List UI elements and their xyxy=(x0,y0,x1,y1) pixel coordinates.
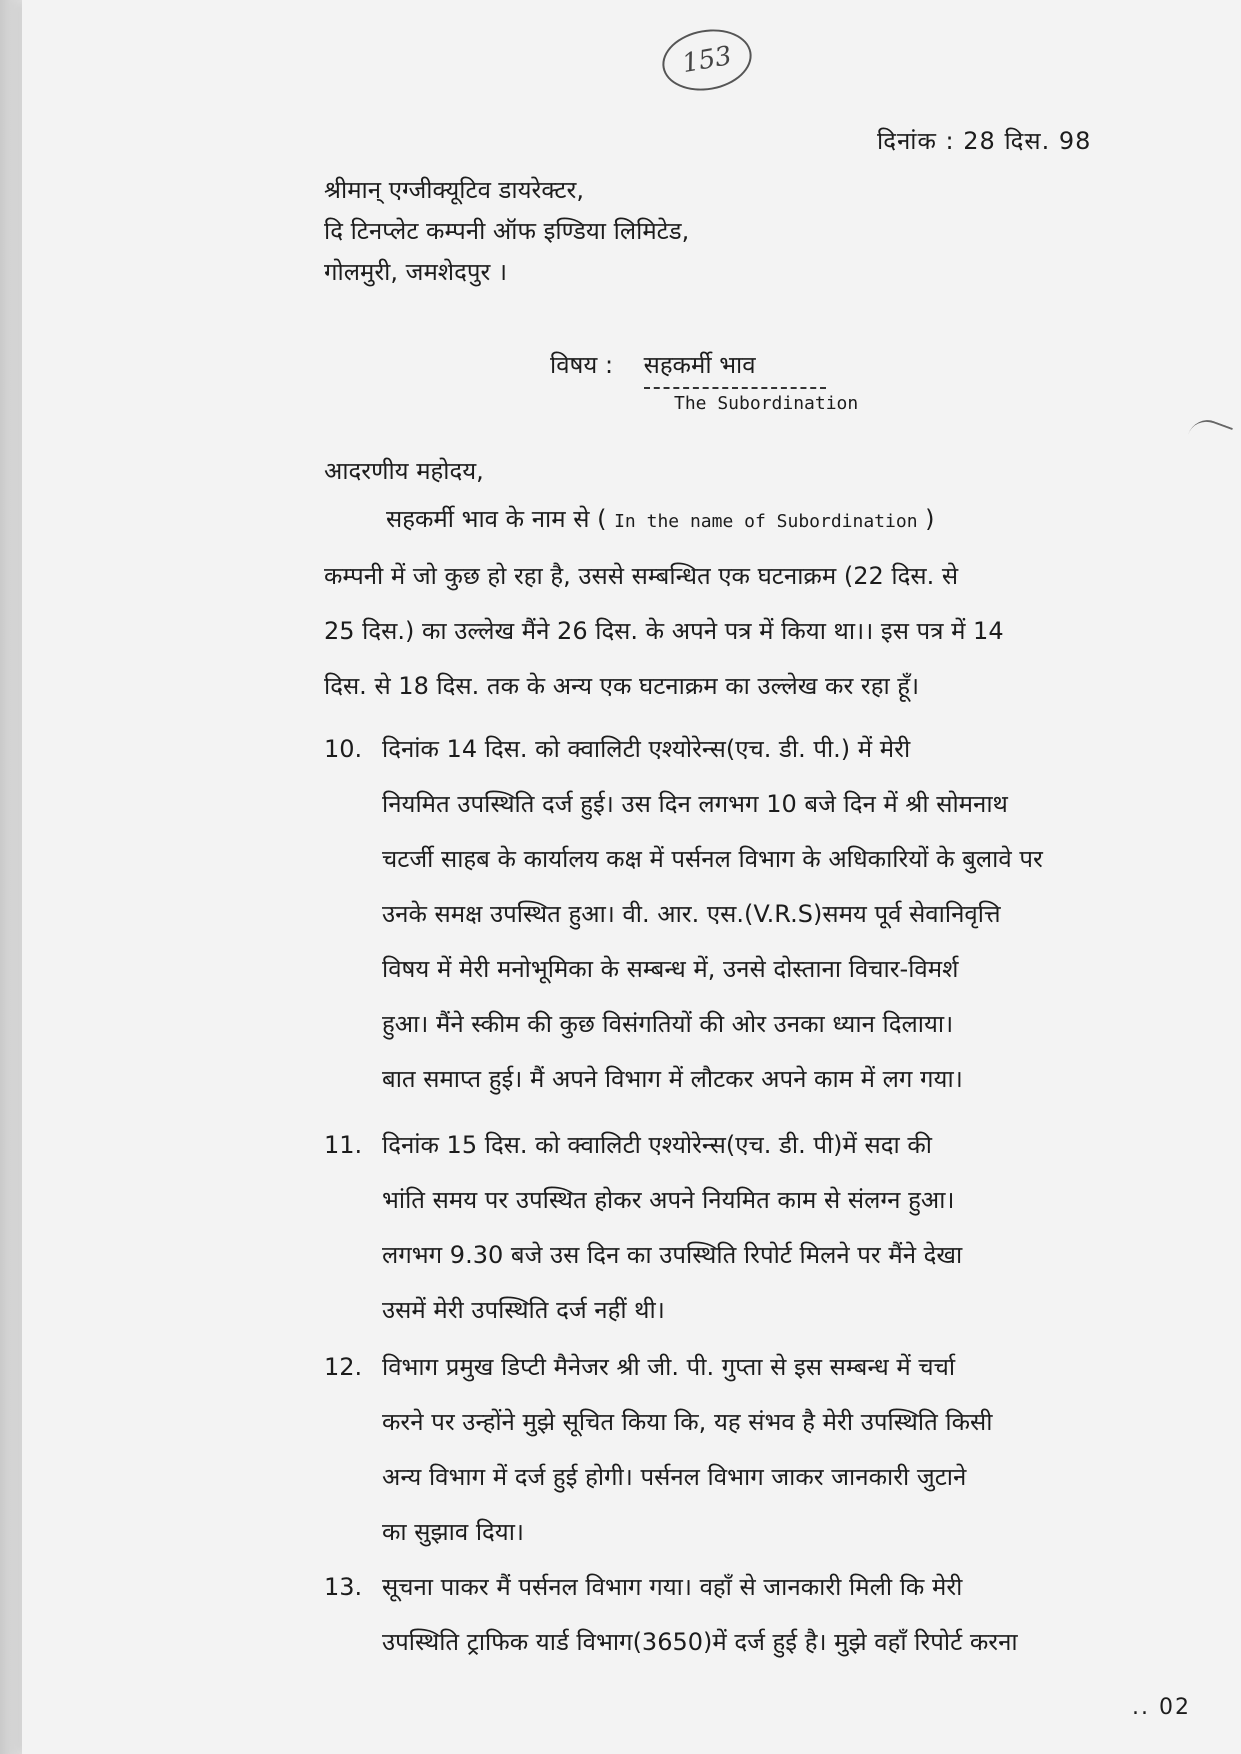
item-line: विषय में मेरी मनोभूमिका के सम्बन्ध में, उनसे दोस्ताना विचार-विमर्श xyxy=(382,955,959,983)
item-line: हुआ। मैंने स्कीम की कुछ विसंगतियों की ओर उनका ध्यान दिलाया। xyxy=(382,1010,954,1038)
item-line: करने पर उन्होंने मुझे सूचित किया कि, यह संभव है मेरी उपस्थिति किसी xyxy=(382,1408,993,1436)
subject-block xyxy=(550,348,859,414)
item-line: सूचना पाकर मैं पर्सनल विभाग गया। वहाँ से जानकारी मिली कि मेरी xyxy=(382,1573,963,1601)
item-body xyxy=(382,1560,1018,1670)
subject-hindi: सहकर्मी भाव xyxy=(644,348,826,389)
address-line: श्रीमान् एग्जीक्यूटिव डायरेक्टर, xyxy=(324,176,584,204)
pencil-mark xyxy=(1181,414,1233,467)
item-line: लगभग 9.30 बजे उस दिन का उपस्थिति रिपोर्ट मिलने पर मैंने देखा xyxy=(382,1241,963,1269)
subject-label: विषय : xyxy=(550,351,614,379)
letter-date: दिनांक : 28 दिस. 98 xyxy=(877,127,1092,155)
item-number: 12. xyxy=(324,1353,363,1381)
address-line: गोलमुरी, जमशेदपुर । xyxy=(324,258,508,286)
item-body xyxy=(382,722,1043,1107)
item-line: उपस्थिति ट्राफिक यार्ड विभाग(3650)में दर्ज हुई है। मुझे वहाँ रिपोर्ट करना xyxy=(382,1628,1018,1656)
intro-line: दिस. से 18 दिस. तक के अन्य एक घटनाक्रम का उल्लेख कर रहा हूँ। xyxy=(324,672,920,700)
item-line: दिनांक 15 दिस. को क्वालिटी एश्योरेन्स(एच. डी. पी)में सदा की xyxy=(382,1131,932,1159)
item-line: भांति समय पर उपस्थित होकर अपने नियमित काम से संलग्न हुआ। xyxy=(382,1186,955,1214)
recipient-address xyxy=(324,170,689,293)
item-line: बात समाप्त हुई। मैं अपने विभाग में लौटकर अपने काम में लग गया। xyxy=(382,1065,963,1093)
intro-line: सहकर्मी भाव के नाम से ( In the name of Subordination ) xyxy=(386,505,935,533)
subject-english: The Subordination xyxy=(674,393,859,414)
item-number: 11. xyxy=(324,1131,363,1159)
numbered-item-12 xyxy=(324,1340,993,1560)
item-body xyxy=(382,1340,993,1560)
intro-line: कम्पनी में जो कुछ हो रहा है, उससे सम्बन्धित एक घटनाक्रम (22 दिस. से xyxy=(324,562,959,590)
item-line: चटर्जी साहब के कार्यालय कक्ष में पर्सनल विभाग के अधिकारियों के बुलावे पर xyxy=(382,845,1043,873)
numbered-item-10 xyxy=(324,722,1043,1107)
numbered-item-11 xyxy=(324,1118,962,1338)
item-line: नियमित उपस्थिति दर्ज हुई। उस दिन लगभग 10 बजे दिन में श्री सोमनाथ xyxy=(382,790,1008,818)
item-line: विभाग प्रमुख डिप्टी मैनेजर श्री जी. पी. गुप्ता से इस सम्बन्ध में चर्चा xyxy=(382,1353,956,1381)
item-line: उनके समक्ष उपस्थित हुआ। वी. आर. एस.(V.R.S)समय पूर्व सेवानिवृत्ति xyxy=(382,900,1001,928)
intro-line: 25 दिस.) का उल्लेख मैंने 26 दिस. के अपने पत्र में किया था।। इस पत्र में 14 xyxy=(324,617,1004,645)
item-line: का सुझाव दिया। xyxy=(382,1518,525,1546)
numbered-item-13 xyxy=(324,1560,1018,1670)
item-body xyxy=(382,1118,962,1338)
item-line: अन्य विभाग में दर्ज हुई होगी। पर्सनल विभाग जाकर जानकारी जुटाने xyxy=(382,1463,967,1491)
item-number: 10. xyxy=(324,735,363,763)
salutation: आदरणीय महोदय, xyxy=(324,457,484,485)
address-line: दि टिनप्लेट कम्पनी ऑफ इण्डिया लिमिटेड, xyxy=(324,217,690,245)
continuation-marker: .. 02 xyxy=(1132,1695,1191,1720)
item-line: उसमें मेरी उपस्थिति दर्ज नहीं थी। xyxy=(382,1296,665,1324)
item-number: 13. xyxy=(324,1573,363,1601)
intro-english-phrase: In the name of Subordination xyxy=(614,511,918,532)
item-line: दिनांक 14 दिस. को क्वालिटी एश्योरेन्स(एच. डी. पी.) में मेरी xyxy=(382,735,911,763)
scan-edge xyxy=(0,0,22,1754)
intro-paragraph xyxy=(324,492,1004,714)
page-number-stamp: 153 xyxy=(657,23,756,98)
letter-page xyxy=(22,0,1241,1754)
